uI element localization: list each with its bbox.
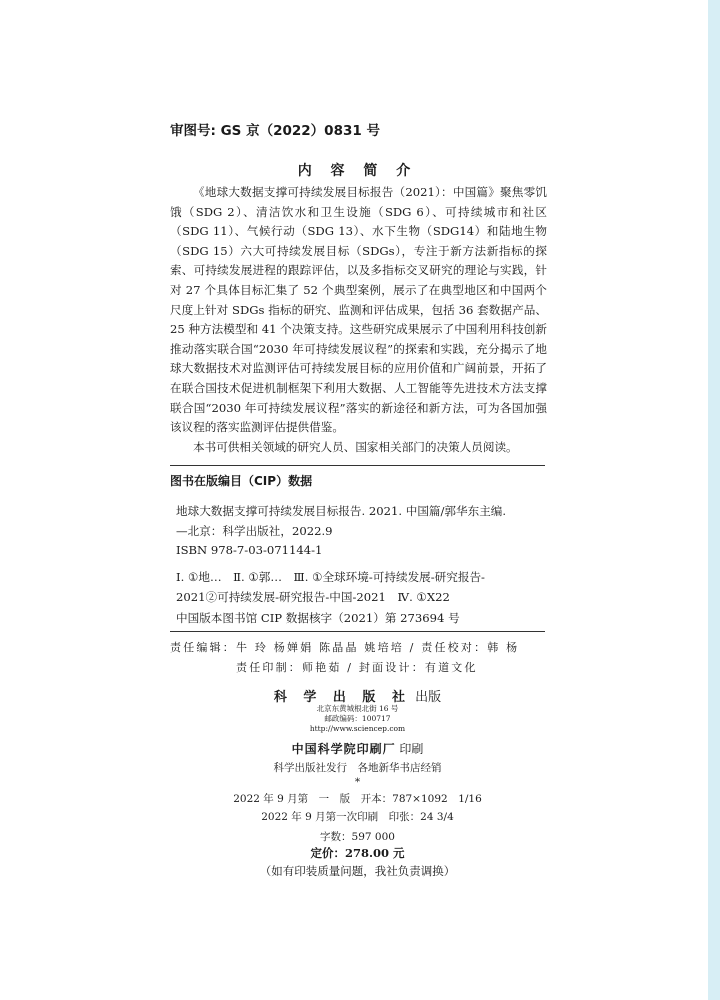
summary-paragraph: 《地球大数据支撑可持续发展目标报告（2021）：中国篇》聚焦零饥饿（SDG 2）、清洁饮水和卫生设施（SDG 6）、可持续城市和社区（SDG 11）、气候行动（SDG 13）、水下生物（SDG14）和陆地生物（SDG 15）六大可持续发展目标（SDGs），专注于新方法新指标的探索、可持续发展进程的跟踪评估，以及多指标交叉研究的理论与实践，针对 27 个具体目标汇集了 52 个典型案例，展示了在典型地区和中国两个尺度上针对 SDGs 指标的研究、监测和评估成果，包括 36 套数据产品、25 种方法模型和 41 个决策支持。这些研究成果展示了中国利用科技创新推动落实联合国“2030 年可持续发展议程”的探索和实践，充分揭示了地球大数据技术对监测评估可持续发展目标的应用价值和广阔前景，开拓了在联合国技术促进机制框架下利用大数据、人工智能等先进技术方法支撑联合国“2030 年可持续发展议程”落实的新途径和新方法，可为各国加强该议程的落实监测评估提供借鉴。 <box>170 185 547 435</box>
printer-name: 中国科学院印刷厂 <box>291 742 396 756</box>
printing-info: 2022 年 9 月第一次印刷 印张：24 3/4 <box>261 811 454 823</box>
publisher-url: http://www.sciencep.com <box>309 724 406 733</box>
summary-title: 内 容 简 介 <box>297 163 418 179</box>
edition-info: 2022 年 9 月第 一 版 开本：787×1092 1/16 <box>233 793 482 805</box>
cip-line: 2021②可持续发展-研究报告-中国-2021 Ⅳ. ①X22 <box>176 590 450 604</box>
quality-notice: （如有印装质量问题，我社负责调换） <box>259 864 456 878</box>
cip-line: 地球大数据支撑可持续发展目标报告. 2021. 中国篇/郭华东主编. <box>176 504 507 518</box>
cip-line: —北京：科学出版社，2022.9 <box>176 524 333 538</box>
printer-line <box>170 740 545 757</box>
summary-paragraph: 本书可供相关领域的研究人员、国家相关部门的决策人员阅读。 <box>193 439 518 454</box>
word-count: 字数：597 000 <box>320 831 395 843</box>
price: 定价：278.00 元 <box>310 846 405 860</box>
cip-title: 图书在版编目（CIP）数据 <box>170 474 313 488</box>
publisher-postcode: 邮政编码：100717 <box>324 714 391 723</box>
divider <box>170 465 545 466</box>
divider <box>170 631 545 632</box>
map-review-number: 审图号: GS 京（2022）0831 号 <box>170 123 380 139</box>
publisher-address: 北京东黄城根北街 16 号 <box>316 704 399 713</box>
production-credits: 责任印制：师艳茹 / 封面设计：有道文化 <box>236 661 478 674</box>
cip-line: Ⅰ. ①地… Ⅱ. ①郭… Ⅲ. ①全球环境-可持续发展-研究报告- <box>176 570 485 584</box>
publisher-suffix: 出版 <box>415 690 442 705</box>
editor-credits: 责任编辑：牛 玲 杨婵娟 陈晶晶 姚培培 / 责任校对：韩 杨 <box>170 641 520 654</box>
separator-star: * <box>354 776 361 788</box>
cip-line: ISBN 978-7-03-071144-1 <box>176 543 323 557</box>
page-edge <box>708 0 720 1000</box>
cip-line: 中国版本图书馆 CIP 数据核字（2021）第 273694 号 <box>176 611 460 625</box>
publisher-line <box>170 686 545 705</box>
printer-suffix: 印刷 <box>399 742 424 756</box>
publisher-name: 科 学 出 版 社 <box>273 690 411 705</box>
summary-body <box>170 183 547 457</box>
distribution: 科学出版社发行 各地新华书店经销 <box>273 762 442 774</box>
